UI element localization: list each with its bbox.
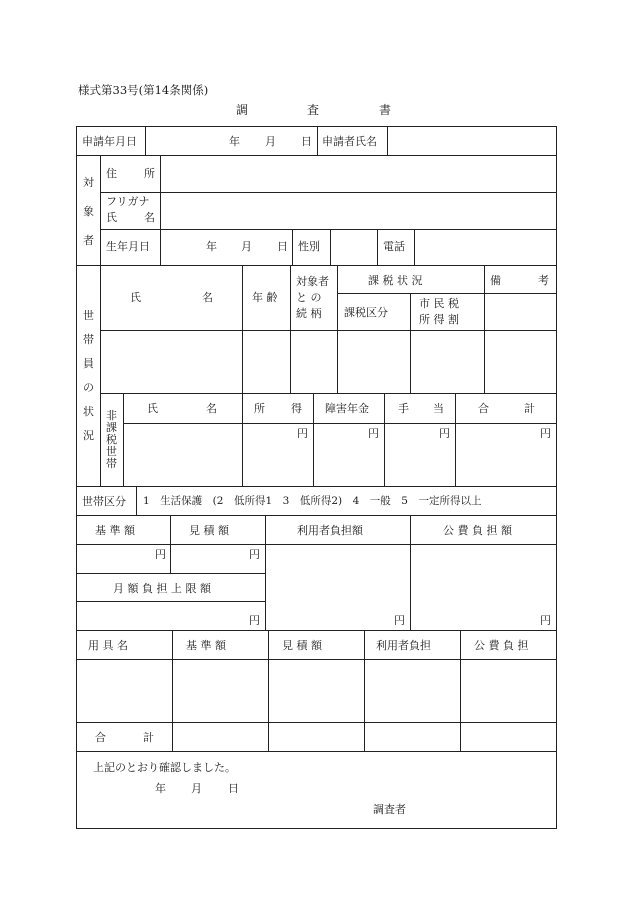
income-char-1: 所 [254, 402, 265, 415]
equipment-total-char-1: 合 [95, 731, 106, 744]
municipal-tax-line-1: 市 民 税 [419, 297, 459, 310]
birth-day-label: 日 [277, 240, 288, 253]
relation-line-1: 対象者 [296, 275, 329, 288]
household-side-char-5: 状 [83, 405, 94, 418]
age-label: 年 齢 [252, 291, 278, 304]
address-char-1: 住 [106, 167, 117, 180]
member-name-char-2: 名 [202, 291, 213, 304]
standard-amount-label: 基 準 額 [95, 524, 135, 537]
equipment-total-char-2: 計 [143, 731, 154, 744]
tax-status-label: 課 税 状 況 [368, 274, 423, 287]
allowance-char-1: 手 [398, 402, 409, 415]
household-side-char-3: 員 [83, 357, 94, 370]
application-date-label: 申請年月日 [82, 135, 137, 148]
subject-side-char-2: 象 [83, 205, 94, 218]
application-year-label: 年 [229, 135, 240, 148]
municipal-tax-line-2: 所 得 割 [419, 313, 459, 326]
user-burden-yen: 円 [394, 614, 405, 627]
phone-label: 電話 [383, 240, 405, 253]
subject-name-char-2: 名 [144, 211, 155, 224]
furigana-label: フリガナ [106, 195, 150, 208]
disability-pension-yen: 円 [368, 427, 379, 440]
nontax-total-char-1: 合 [478, 402, 489, 415]
household-side-char-2: 帯 [83, 333, 94, 346]
allowance-yen: 円 [439, 427, 450, 440]
remarks-char-2: 考 [538, 274, 549, 287]
application-month-label: 月 [265, 135, 276, 148]
household-side-char-4: の [83, 381, 94, 394]
household-side-char-6: 況 [83, 429, 94, 442]
household-category-label: 世帯区分 [82, 495, 126, 508]
allowance-char-2: 当 [433, 402, 444, 415]
nontax-total-char-2: 計 [524, 402, 535, 415]
equipment-public-burden-header: 公 費 負 担 [474, 639, 529, 652]
title-char-2: 査 [307, 103, 320, 117]
application-day-label: 日 [301, 135, 312, 148]
nontax-side-char-2: 課 [106, 421, 117, 434]
nontax-side-char-3: 税 [106, 433, 117, 446]
nontax-name-char-2: 名 [206, 402, 217, 415]
confirmation-text: 上記のとおり確認しました。 [93, 761, 236, 774]
public-burden-yen: 円 [540, 614, 551, 627]
birth-date-label: 生年月日 [106, 240, 150, 253]
investigator-label: 調査者 [373, 803, 406, 816]
confirmation-year: 年 [155, 782, 166, 795]
nontax-total-yen: 円 [540, 427, 551, 440]
income-char-2: 得 [291, 402, 302, 415]
subject-side-char-1: 対 [83, 176, 94, 189]
estimate-amount-yen: 円 [249, 548, 260, 561]
user-burden-amount-label: 利用者負担額 [297, 524, 363, 537]
relation-line-2: と の [296, 291, 322, 304]
subject-side-char-3: 者 [83, 234, 94, 247]
remarks-char-1: 備 [490, 274, 501, 287]
disability-pension-label: 障害年金 [325, 402, 369, 415]
equipment-estimate-header: 見 積 額 [282, 639, 322, 652]
nontax-side-char-4: 世 [106, 445, 117, 458]
nontax-side-char-1: 非 [106, 409, 117, 422]
title-char-1: 調 [236, 103, 249, 117]
confirmation-day: 日 [228, 782, 239, 795]
tax-category-label: 課税区分 [344, 306, 388, 319]
birth-year-label: 年 [206, 240, 217, 253]
member-name-char-1: 氏 [130, 291, 141, 304]
subject-name-char-1: 氏 [106, 211, 117, 224]
relation-line-3: 続 柄 [296, 307, 322, 320]
household-category-options: 1 生活保護 (2 低所得1 3 低所得2) 4 一般 5 一定所得以上 [143, 495, 482, 507]
monthly-limit-yen: 円 [249, 614, 260, 627]
sex-label: 性別 [298, 240, 320, 253]
standard-amount-yen: 円 [155, 548, 166, 561]
nontax-name-char-1: 氏 [147, 402, 158, 415]
title-char-3: 書 [379, 103, 392, 117]
equipment-user-burden-header: 利用者負担 [376, 639, 431, 652]
monthly-limit-label: 月 額 負 担 上 限 額 [113, 582, 211, 595]
estimate-amount-label: 見 積 額 [189, 524, 229, 537]
public-burden-amount-label: 公 費 負 担 額 [443, 524, 512, 537]
form-number: 様式第33号(第14条関係) [78, 83, 209, 97]
applicant-name-label: 申請者氏名 [322, 135, 377, 148]
household-side-char-1: 世 [83, 309, 94, 322]
birth-month-label: 月 [241, 240, 252, 253]
income-yen: 円 [297, 427, 308, 440]
equipment-name-header: 用 具 名 [88, 639, 128, 652]
form-outer-border [77, 127, 557, 829]
address-char-2: 所 [144, 167, 155, 180]
equipment-standard-header: 基 準 額 [186, 639, 226, 652]
confirmation-month: 月 [191, 782, 202, 795]
nontax-side-char-5: 帯 [106, 457, 117, 470]
